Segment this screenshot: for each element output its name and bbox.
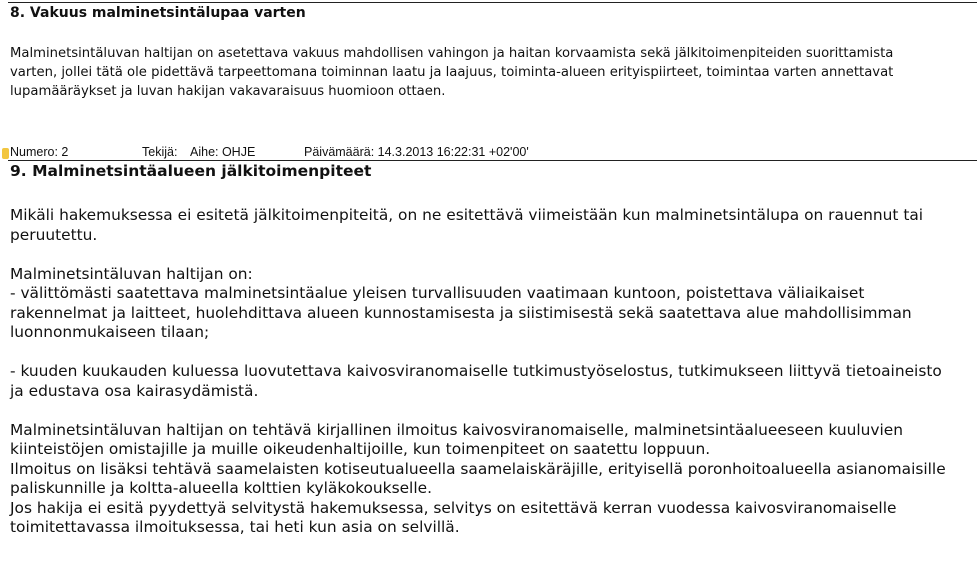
annotation-subject: Aihe: OHJE xyxy=(190,145,256,159)
annotation-date: Päivämäärä: 14.3.2013 16:22:31 +02'00' xyxy=(304,145,529,159)
text-line: paliskunnille ja koltta-alueella kolttien kyläkokoukselle. xyxy=(10,479,432,497)
text-line: Jos hakija ei esitä pyydettyä selvitystä hakemuksessa, selvitys on esitettävä kerran vuodessa kaivosviranomaiselle xyxy=(10,498,897,517)
section-9-title: 9. Malminetsintäalueen jälkitoimenpiteet xyxy=(10,162,372,180)
text-line: Malminetsintäluvan haltijan on asetettava vakuus mahdollisen vahingon ja haitan korvaamista sekä jälkitoimenpiteiden suorittamista xyxy=(10,46,894,61)
comment-marker-icon[interactable] xyxy=(2,148,9,159)
top-rule xyxy=(8,2,977,3)
annotation-rule xyxy=(8,160,977,161)
annotation-number: Numero: 2 xyxy=(10,145,69,159)
text-line: Ilmoitus on lisäksi tehtävä saamelaisten kotiseutualueella saamelaiskäräjille, erityisellä poronhoitoalueella asianomaisille xyxy=(10,459,946,478)
text-line: - kuuden kuukauden kuluessa luovutettava kaivosviranomaiselle tutkimustyöselostus, tutkimukseen liittyvä tietoaineisto xyxy=(10,362,942,380)
section-9-body xyxy=(10,206,975,538)
text-line: luonnonmukaiseen tilaan; xyxy=(10,323,210,341)
section-8-title: 8. Vakuus malminetsintälupaa varten xyxy=(10,5,306,21)
section-8-body xyxy=(10,44,972,101)
text-line: kiinteistöjen omistajille ja muille oikeudenhaltijoille, kun toimenpiteet on saatettu loppuun. xyxy=(10,440,711,458)
text-line: lupamääräykset ja luvan hakijan vakavaraisuus huomioon ottaen. xyxy=(10,84,446,99)
text-line: Malminetsintäluvan haltijan on tehtävä kirjallinen ilmoitus kaivosviranomaiselle, malminetsintäalueeseen kuuluvien xyxy=(10,420,903,439)
text-line: peruutettu. xyxy=(10,225,98,244)
text-line: varten, jollei tätä ole pidettävä tarpeettomana toiminnan laatu ja laajuus, toiminta-alueen erityispiirteet, toimintaa varten annettavat xyxy=(10,65,894,80)
text-line: Mikäli hakemuksessa ei esitetä jälkitoimenpiteitä, on ne esitettävä viimeistään kun malminetsintälupa on rauennut tai xyxy=(10,206,924,224)
text-line: - välittömästi saatettava malminetsintäalue yleisen turvallisuuden vaatimaan kuntoon, poistettava väliaikaiset xyxy=(10,284,865,302)
annotation-author: Tekijä: xyxy=(142,145,178,159)
text-line: toimitettavassa ilmoituksessa, tai heti kun asia on selvillä. xyxy=(10,518,460,536)
text-line: rakennelmat ja laitteet, huolehdittava alueen kunnostamisesta ja siistimisestä sekä saatettava alue mahdollisimman xyxy=(10,303,912,322)
text-line: ja edustava osa kairasydämistä. xyxy=(10,381,259,400)
text-line: Malminetsintäluvan haltijan on: xyxy=(10,264,253,283)
annotation-meta xyxy=(10,145,529,159)
